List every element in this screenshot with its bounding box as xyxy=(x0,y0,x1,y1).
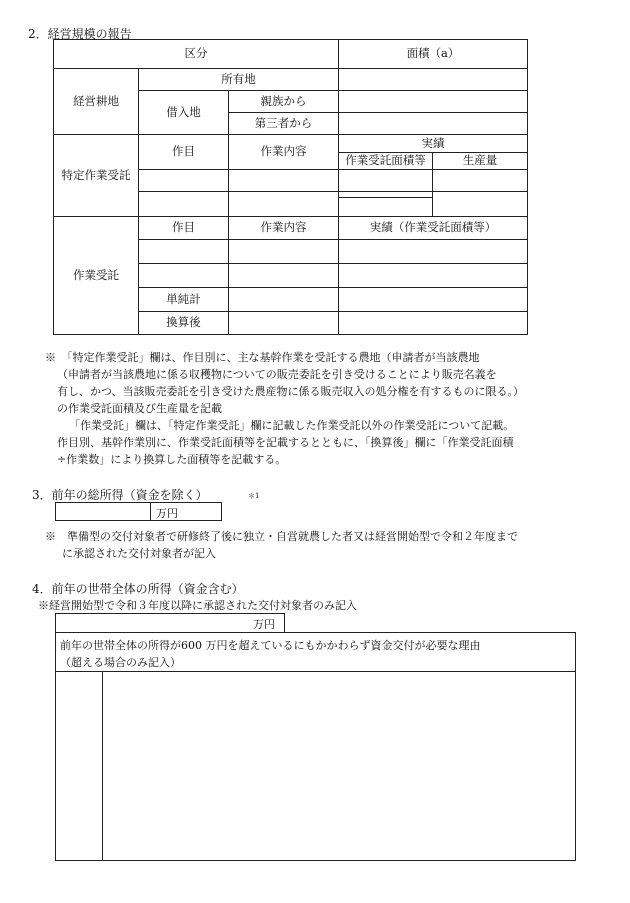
household-income-field[interactable] xyxy=(55,613,285,633)
tanjunkei-label: 単純計 xyxy=(139,288,229,312)
jutaku-row2-sakumoku[interactable] xyxy=(139,264,229,288)
header-menseki: 面積（a） xyxy=(339,40,528,69)
tanjunkei-naiyou[interactable] xyxy=(229,288,339,312)
sagyou-jutaku-label: 作業受託 xyxy=(54,217,139,335)
note2-line7: ÷作業数」により換算した面積等を記載する。 xyxy=(57,453,287,466)
tokutei-row1-seisanryou[interactable] xyxy=(433,170,528,192)
note2-line2: （申請者が当該農地に係る収穫物についての販売委託を引き受けることにより販売名義を xyxy=(57,368,497,381)
tokutei-row2-naiyou[interactable] xyxy=(229,192,339,217)
farm-scale-table xyxy=(53,39,528,335)
tokutei-label: 特定作業受託 xyxy=(54,135,139,217)
daisansha-label: 第三者から xyxy=(229,113,339,135)
section2-heading: 2．経営規模の報告 xyxy=(28,27,132,41)
tokutei-row1-naiyou[interactable] xyxy=(229,170,339,192)
jutaku-naiyou-header: 作業内容 xyxy=(229,217,339,240)
note2-line1: ※ 「特定作業受託」欄は、作目別に、主な基幹作業を受託する農地（申請者が当該農地 xyxy=(45,351,480,364)
tokutei-sakumoku-header: 作目 xyxy=(139,135,229,170)
reason-line1: 前年の世帯全体の所得が600 万円を超えているにもかかわらず資金交付が必要な理由 xyxy=(60,639,481,652)
note3-line1: ※ 準備型の交付対象者で研修終了後に独立・自営就農した者又は経営開始型で令和２年度まで xyxy=(45,530,518,543)
household-income-unit: 万円 xyxy=(253,618,275,631)
kansango-label: 換算後 xyxy=(139,312,229,335)
shinzoku-area-cell[interactable] xyxy=(339,91,528,113)
tokutei-row1-menseki[interactable] xyxy=(339,170,433,192)
note2-line4: の作業受託面積及び生産量を記載 xyxy=(57,402,222,415)
tanjunkei-jisseki[interactable] xyxy=(339,288,528,312)
jutaku-row1-jisseki[interactable] xyxy=(339,240,528,264)
note2-line3: 有し、かつ、当該販売委託を引き受けた農産物に係る販売収入の処分権を有するものに限る。） xyxy=(57,385,525,398)
reason-box xyxy=(55,632,576,861)
tokutei-jisseki-header: 実績 xyxy=(339,135,528,153)
section3-heading: 3．前年の総所得（資金を除く） xyxy=(32,488,208,502)
daisansha-area-cell[interactable] xyxy=(339,113,528,135)
reason-input-area[interactable] xyxy=(103,672,575,860)
tokutei-naiyou-header: 作業内容 xyxy=(229,135,339,170)
shoyuchi-area-cell[interactable] xyxy=(339,69,528,91)
tokutei-row2-sakumoku[interactable] xyxy=(139,192,229,217)
shinzoku-label: 親族から xyxy=(229,91,339,113)
total-income-field[interactable] xyxy=(55,502,222,521)
keiei-kouchi-label: 経営耕地 xyxy=(54,69,139,135)
total-income-unit: 万円 xyxy=(156,507,178,520)
jutaku-row1-naiyou[interactable] xyxy=(229,240,339,264)
tokutei-menseki-header: 作業受託面積等 xyxy=(339,153,433,170)
tokutei-row1-sakumoku[interactable] xyxy=(139,170,229,192)
jutaku-jisseki-header: 実績（作業受託面積等） xyxy=(339,217,528,240)
note2-line6: 作目別、基幹作業別に、作業受託面積等を記載するとともに、「換算後」欄に「作業受託面積 xyxy=(57,436,514,449)
total-income-divider xyxy=(150,503,151,520)
jutaku-row1-sakumoku[interactable] xyxy=(139,240,229,264)
reason-line2: （超える場合のみ記入） xyxy=(60,656,181,669)
header-kubun: 区分 xyxy=(54,40,339,69)
shoyuchi-label: 所有地 xyxy=(139,69,339,91)
section4-heading: 4．前年の世帯全体の所得（資金含む） xyxy=(32,582,244,596)
tokutei-seisanryou-header: 生産量 xyxy=(433,153,528,170)
kansango-naiyou[interactable] xyxy=(229,312,339,335)
jutaku-row2-naiyou[interactable] xyxy=(229,264,339,288)
section4-note: ※経営開始型で令和３年度以降に承認された交付対象者のみ記入 xyxy=(38,599,357,612)
jutaku-row2-jisseki[interactable] xyxy=(339,264,528,288)
footnote-mark: ＊1 xyxy=(248,492,260,500)
tokutei-row2-seisanryou[interactable] xyxy=(433,192,528,217)
note3-line2: に承認された交付対象者が記入 xyxy=(62,547,216,560)
kansango-jisseki[interactable] xyxy=(339,312,528,335)
tokutei-row2-menseki[interactable] xyxy=(339,198,433,217)
jutaku-sakumoku-header: 作目 xyxy=(139,217,229,240)
shakuchi-label: 借入地 xyxy=(139,91,229,135)
note2-line5: 「作業受託」欄は、「特定作業受託」欄に記載した作業受託以外の作業受託について記載。 xyxy=(69,419,515,432)
